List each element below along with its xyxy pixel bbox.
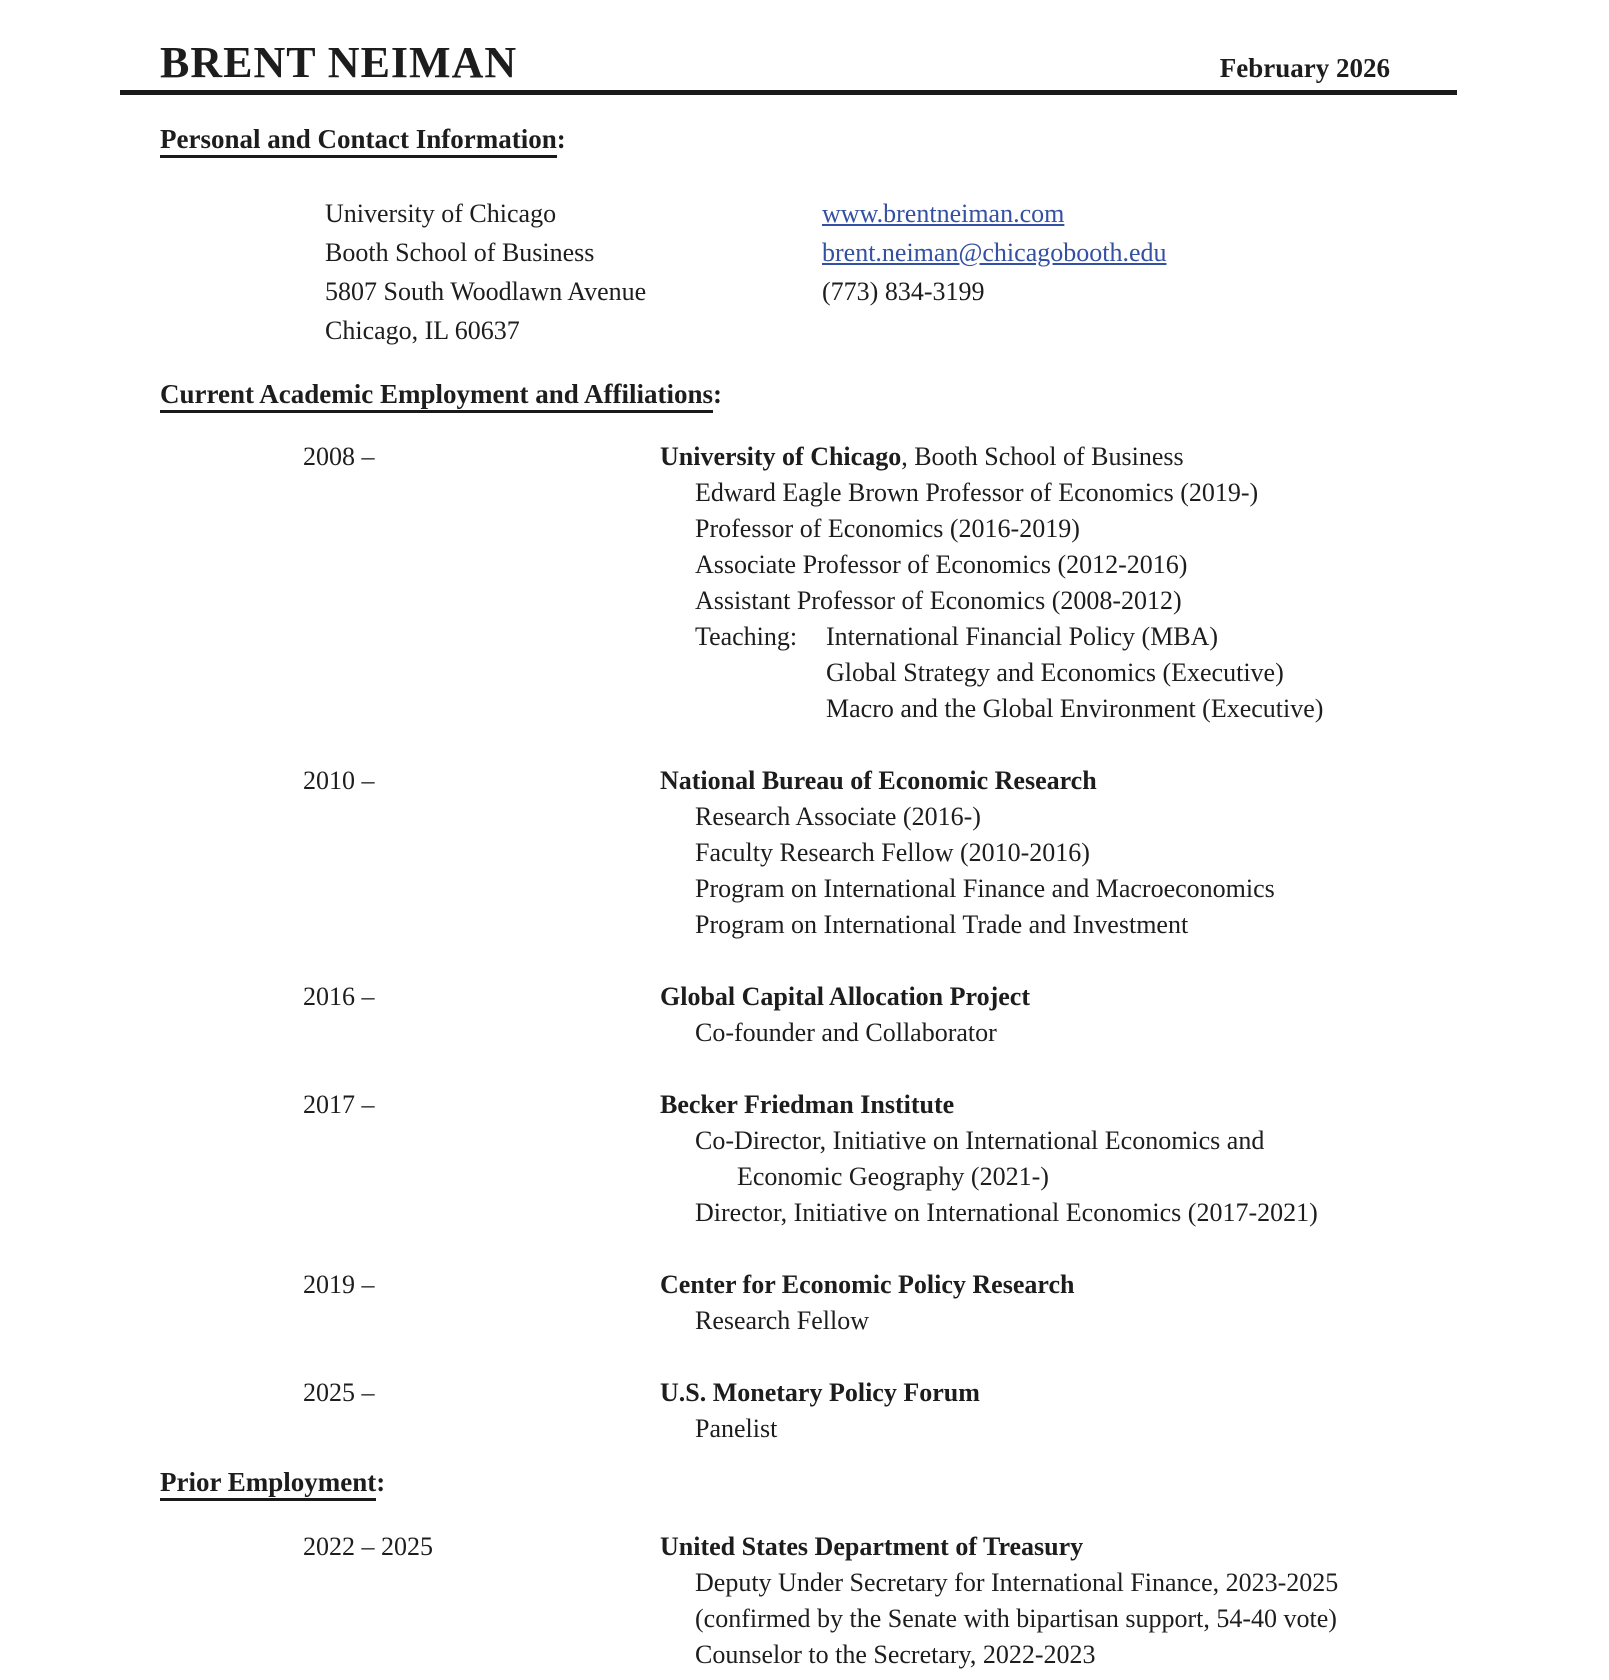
section-heading-contact	[160, 122, 1609, 156]
entry-detail: Co-Director, Initiative on International Economics and	[695, 1126, 1265, 1155]
course-item: Global Strategy and Economics (Executive)	[826, 658, 1284, 687]
entry-body	[660, 1529, 1609, 1673]
entry-org: National Bureau of Economic Research	[660, 766, 1097, 795]
entry-dates: 2019 –	[303, 1270, 375, 1299]
address-line: 5807 South Woodlawn Avenue	[325, 277, 647, 306]
course-item: International Financial Policy (MBA)	[826, 622, 1219, 651]
section-heading-prior-text: Prior Employment	[160, 1467, 376, 1501]
contact-block	[325, 194, 1609, 350]
entry-detail: Assistant Professor of Economics (2008-2012)	[695, 586, 1182, 615]
entry-treasury	[303, 1529, 1609, 1673]
section-heading-current-text: Current Academic Employment and Affiliations	[160, 379, 713, 413]
entry-detail: Associate Professor of Economics (2012-2016)	[695, 550, 1188, 579]
contact-links	[822, 194, 1167, 350]
entry-dates: 2022 – 2025	[303, 1532, 433, 1561]
entry-org: United States Department of Treasury	[660, 1532, 1084, 1561]
entry-dates: 2008 –	[303, 442, 375, 471]
entry-usmpf	[303, 1375, 1609, 1447]
entry-org: Center for Economic Policy Research	[660, 1270, 1075, 1299]
entry-detail: (confirmed by the Senate with bipartisan support, 54-40 vote)	[695, 1604, 1337, 1633]
page-header	[120, 38, 1457, 88]
cv-date: February 2026	[1219, 53, 1390, 83]
entry-body	[660, 1267, 1609, 1339]
entry-body	[660, 979, 1609, 1051]
heading-colon: :	[556, 124, 566, 154]
entry-dates: 2016 –	[303, 982, 375, 1011]
entry-nber	[303, 763, 1609, 943]
entry-detail-continuation: Economic Geography (2021-)	[737, 1162, 1049, 1191]
heading-colon: :	[713, 379, 722, 409]
entry-uchicago	[303, 439, 1609, 727]
entry-body	[660, 439, 1609, 727]
entry-detail: Research Associate (2016-)	[695, 802, 981, 831]
entry-org: Becker Friedman Institute	[660, 1090, 955, 1119]
entry-detail: Program on International Trade and Investment	[695, 910, 1189, 939]
entry-detail: Program on International Finance and Macroeconomics	[695, 874, 1275, 903]
entry-org: Global Capital Allocation Project	[660, 982, 1030, 1011]
section-heading-current	[160, 377, 1609, 411]
entry-org: University of Chicago	[660, 442, 902, 471]
contact-address	[325, 194, 822, 350]
entry-body	[660, 1375, 1609, 1447]
entry-bfi	[303, 1087, 1609, 1231]
entry-detail: Faculty Research Fellow (2010-2016)	[695, 838, 1090, 867]
header-rule	[120, 90, 1457, 95]
entry-body	[660, 763, 1609, 943]
address-line: Chicago, IL 60637	[325, 316, 520, 345]
entry-org-rest: , Booth School of Business	[901, 442, 1184, 471]
teaching-label: Teaching:	[695, 622, 798, 651]
course-item: Macro and the Global Environment (Executive)	[826, 694, 1324, 723]
section-heading-prior	[160, 1465, 1609, 1499]
entry-dates: 2025 –	[303, 1378, 375, 1407]
email-link[interactable]: brent.neiman@chicagobooth.edu	[822, 238, 1167, 267]
entry-dates: 2017 –	[303, 1090, 375, 1119]
website-link[interactable]: www.brentneiman.com	[822, 199, 1065, 228]
entry-detail: Research Fellow	[695, 1306, 870, 1335]
section-heading-contact-text: Personal and Contact Information	[160, 124, 557, 158]
entry-dates: 2010 –	[303, 766, 375, 795]
entry-org: U.S. Monetary Policy Forum	[660, 1378, 980, 1407]
page-title: BRENT NEIMAN	[160, 38, 518, 87]
entry-detail: Co-founder and Collaborator	[695, 1018, 997, 1047]
phone-number: (773) 834-3199	[822, 277, 985, 306]
entry-detail: Edward Eagle Brown Professor of Economics (2019-)	[695, 478, 1259, 507]
entry-cepr	[303, 1267, 1609, 1339]
heading-colon: :	[376, 1467, 386, 1497]
entry-gcap	[303, 979, 1609, 1051]
entry-org-line	[660, 439, 1609, 475]
address-line: Booth School of Business	[325, 238, 595, 267]
entry-detail: Director, Initiative on International Economics (2017-2021)	[695, 1198, 1318, 1227]
entry-body	[660, 1087, 1609, 1231]
entry-detail: Professor of Economics (2016-2019)	[695, 514, 1080, 543]
teaching-line	[660, 619, 1609, 655]
entry-detail: Deputy Under Secretary for International Finance, 2023-2025	[695, 1568, 1339, 1597]
entry-detail: Counselor to the Secretary, 2022-2023	[695, 1640, 1096, 1669]
address-line: University of Chicago	[325, 199, 557, 228]
entry-detail: Panelist	[695, 1414, 778, 1443]
